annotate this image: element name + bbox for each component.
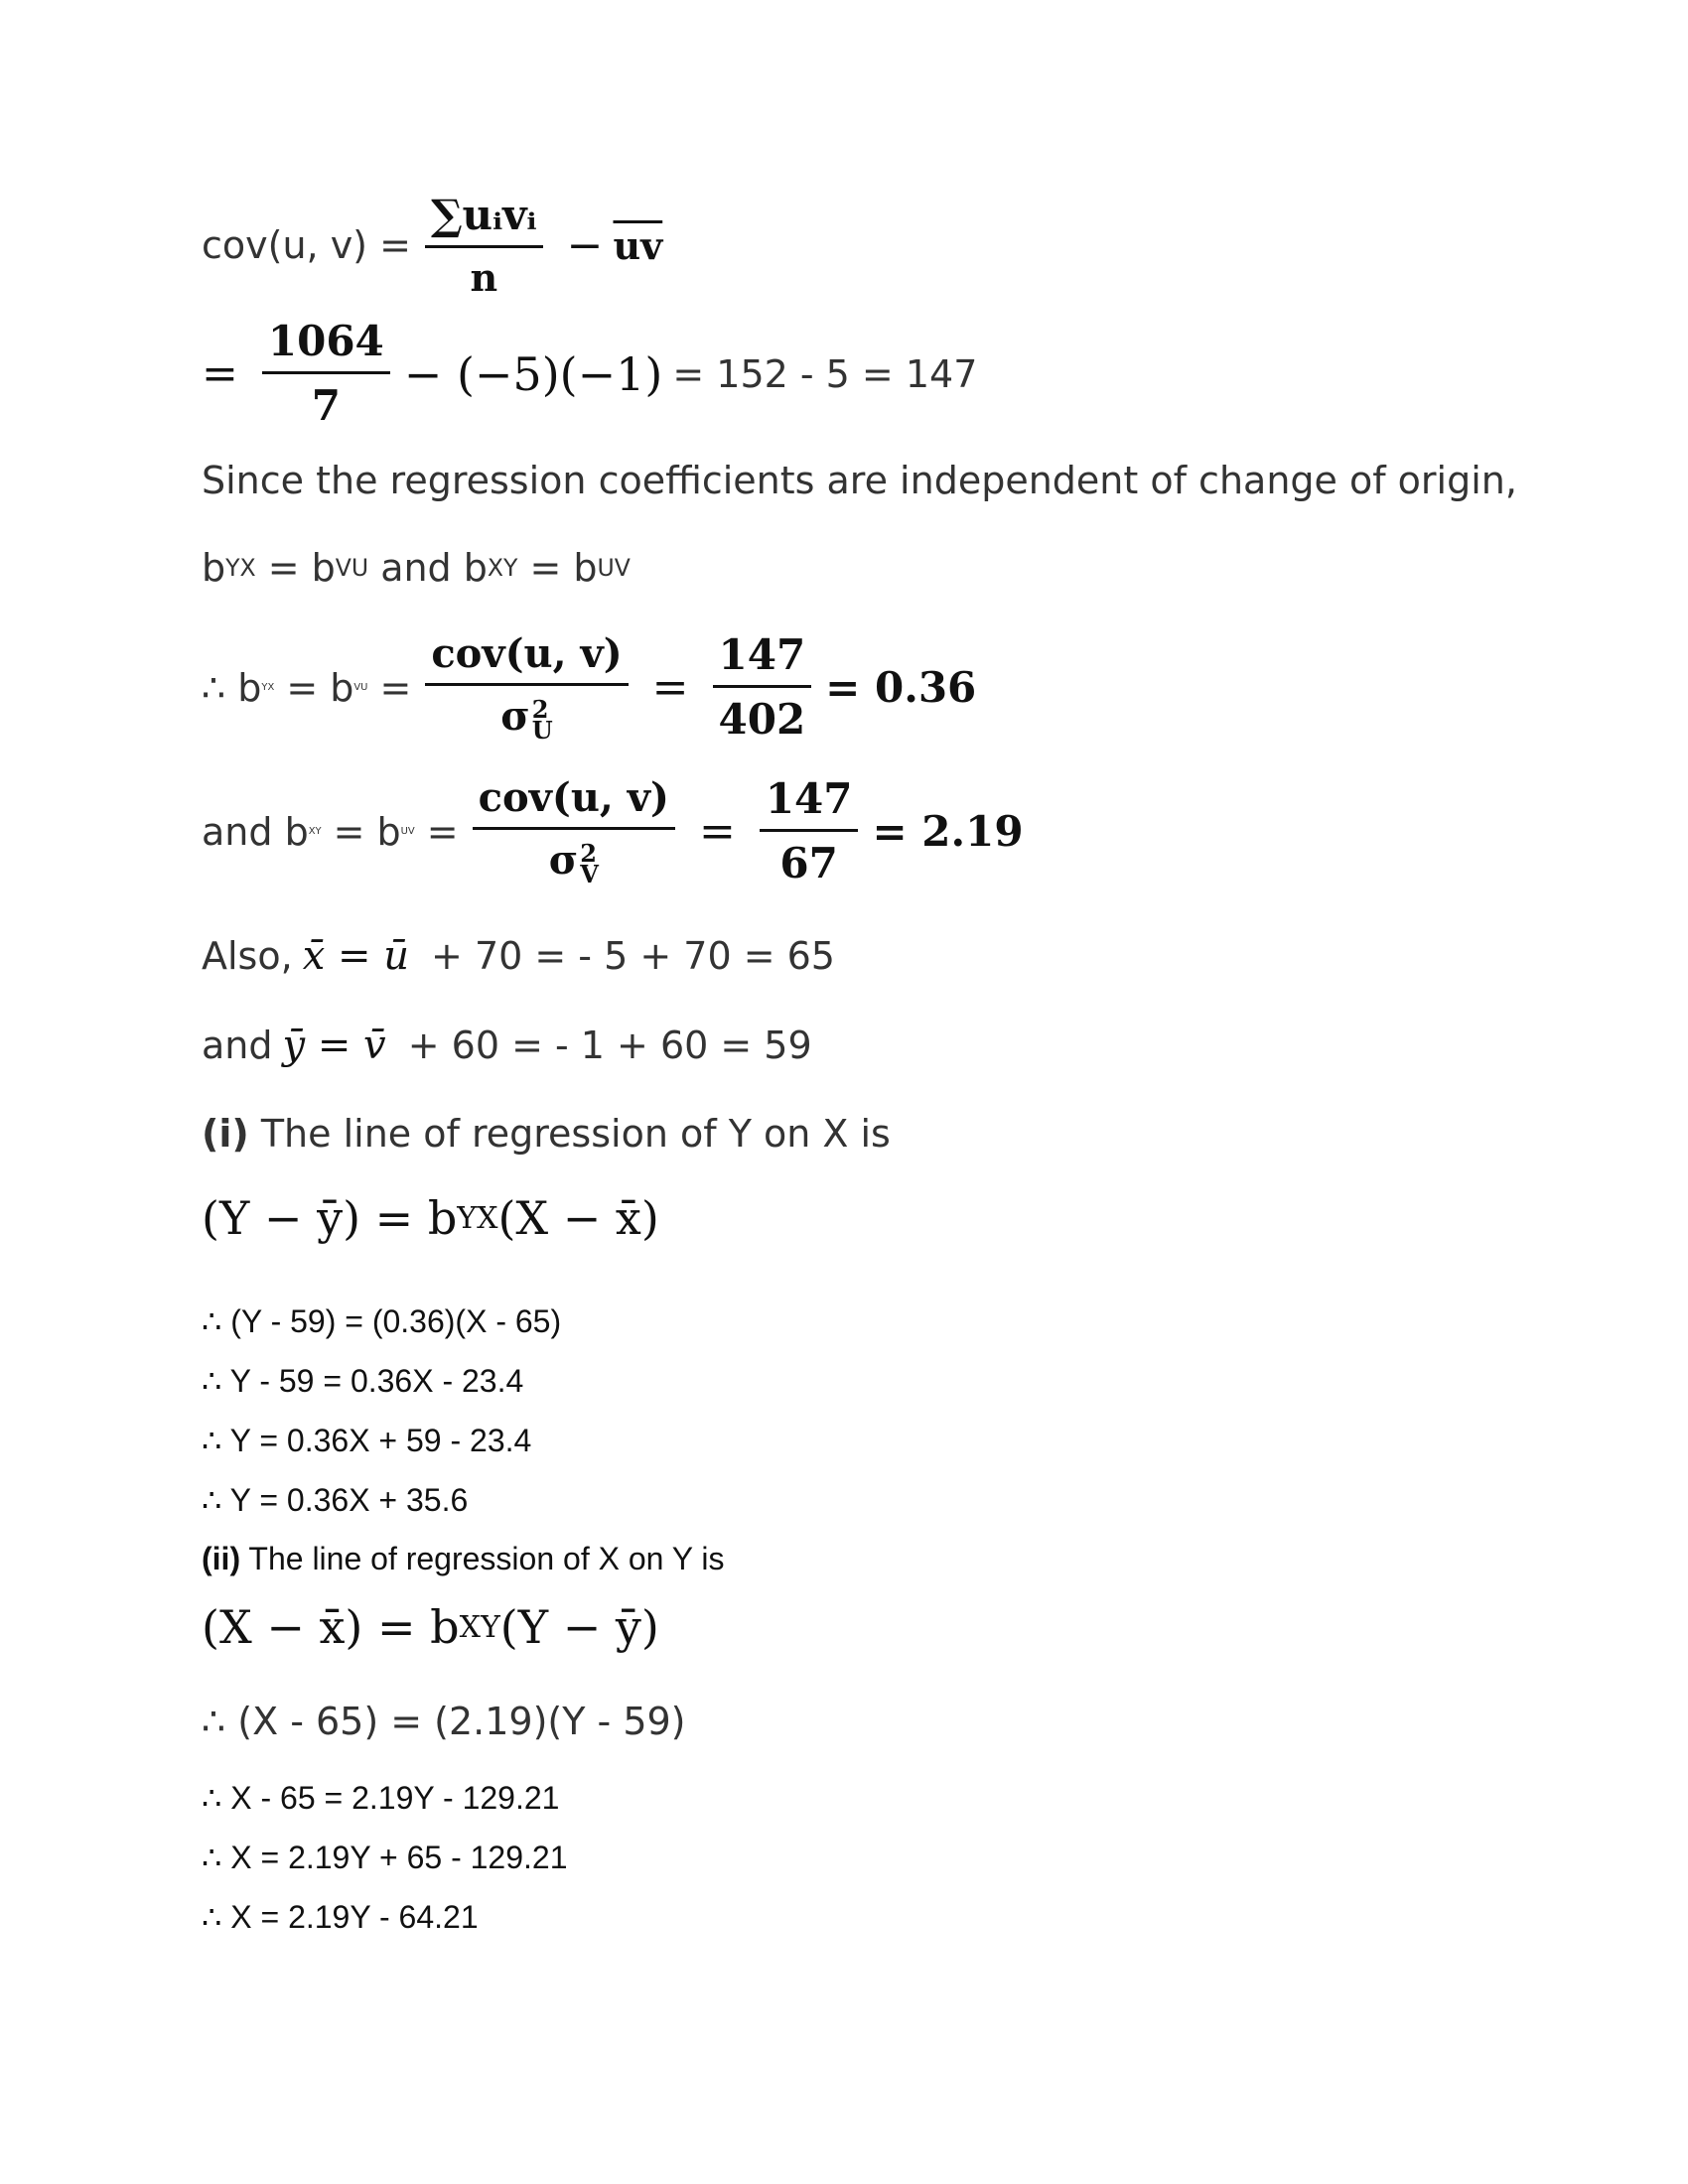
- bxy-numerator: 147: [765, 774, 853, 823]
- cov-numerator: cov(u, v): [431, 630, 623, 678]
- subscript-xy: XY: [487, 554, 518, 582]
- minus-sign: −: [566, 219, 604, 271]
- subscript-yx: YX: [225, 554, 256, 582]
- part-ii-text: The line of regression of X on Y is: [240, 1541, 725, 1576]
- step-i-1: ∴ (Y - 59) = (0.36)(X - 65): [202, 1303, 562, 1339]
- sigma-scripts: [580, 838, 599, 889]
- byx-numerator: 147: [718, 630, 806, 679]
- and-label: and: [202, 1024, 273, 1067]
- sigma-symbol: σ: [548, 837, 579, 885]
- cov-numerator: ∑uᵢvᵢ: [430, 191, 537, 239]
- bxy-value-fraction: [760, 774, 859, 888]
- cov-over-variance-v: [473, 774, 675, 889]
- superscript-2: 2: [580, 838, 597, 868]
- equals-sign: =: [202, 348, 238, 400]
- variance-u: [494, 693, 558, 746]
- coefficient-relation: [202, 546, 631, 590]
- fraction-bar: [425, 245, 543, 248]
- and-b: and b: [202, 809, 309, 854]
- also-label: Also,: [202, 934, 293, 978]
- cov-definition: [202, 191, 663, 301]
- equals-sign: =: [414, 809, 459, 854]
- variance-v: [543, 837, 605, 889]
- step-ii-2: ∴ X - 65 = 2.19Y - 129.21: [202, 1780, 560, 1816]
- part-i-text: The line of regression of Y on X is: [248, 1112, 891, 1156]
- step-ii-4: ∴ X = 2.19Y - 64.21: [202, 1899, 479, 1935]
- step-ii-1: ∴ (X - 65) = (2.19)(Y - 59): [202, 1700, 686, 1743]
- step-i-4: ∴ Y = 0.36X + 35.6: [202, 1482, 469, 1518]
- cov-fraction: [425, 191, 543, 301]
- cov-over-variance-u: [425, 630, 628, 746]
- subscript-vu: VU: [335, 554, 369, 582]
- equals-sign: =: [698, 806, 736, 858]
- equals-b: = b: [274, 665, 354, 710]
- sigma-scripts: [531, 694, 553, 746]
- mean-x-math: x̄ = ū: [302, 933, 409, 979]
- subscript-v: V: [580, 860, 599, 889]
- part-ii-heading: [202, 1541, 725, 1577]
- regression-x-on-y-equation: [202, 1600, 659, 1654]
- subscript-xy: XY: [459, 1609, 500, 1645]
- equals-sign: =: [651, 662, 689, 714]
- since-statement: Since the regression coefficients are independent of change of origin,: [202, 459, 1517, 502]
- part-i-marker: (i): [202, 1112, 249, 1156]
- cov-numerator: cov(u, v): [478, 774, 669, 822]
- subscript-yx: YX: [457, 1200, 498, 1236]
- cov-eval-math: − (−5)(−1): [403, 346, 663, 401]
- equals-b: = b: [255, 546, 336, 590]
- subscript-u: U: [531, 716, 553, 746]
- equals-sign: =: [367, 665, 412, 710]
- eq-ii-right: (Y − ȳ): [499, 1600, 659, 1654]
- and-b: and b: [368, 546, 488, 590]
- superscript-2: 2: [531, 694, 549, 724]
- mean-y-math: ȳ = v̄: [282, 1023, 386, 1068]
- bxy-result: = 2.19: [872, 807, 1024, 857]
- byx-result: = 0.36: [825, 663, 977, 713]
- fraction-bar: [262, 371, 390, 374]
- byx-calculation: [202, 630, 977, 746]
- therefore-b: ∴ b: [202, 665, 262, 710]
- sigma-symbol: σ: [500, 693, 530, 741]
- cov-denominator: n: [470, 255, 498, 301]
- cov-eval-denominator: 7: [311, 381, 341, 431]
- cov-eval-result: = 152 - 5 = 147: [672, 351, 978, 396]
- mean-y-value: + 60 = - 1 + 60 = 59: [395, 1024, 812, 1067]
- byx-value-fraction: [713, 630, 812, 745]
- cov-evaluation: [202, 317, 978, 431]
- eq-i-right: (X − x̄): [497, 1191, 659, 1245]
- subscript-yx: YX: [261, 682, 275, 694]
- mean-x-line: [202, 933, 835, 979]
- equals-b: = b: [517, 546, 598, 590]
- cov-eval-fraction: [262, 317, 390, 431]
- cov-lhs: cov(u, v) =: [202, 223, 411, 268]
- part-i-heading: [202, 1112, 891, 1156]
- fraction-bar: [713, 685, 812, 688]
- equals-b: = b: [321, 809, 401, 854]
- subscript-xy: XY: [308, 826, 322, 838]
- step-i-2: ∴ Y - 59 = 0.36X - 23.4: [202, 1363, 524, 1399]
- subscript-uv: UV: [597, 554, 631, 582]
- eq-i-left: (Y − ȳ) = b: [202, 1191, 458, 1245]
- mean-product: $\overline{uv}$: [613, 222, 663, 268]
- mean-x-value: + 70 = - 5 + 70 = 65: [418, 934, 835, 978]
- fraction-bar: [425, 683, 628, 686]
- eq-ii-left: (X − x̄) = b: [202, 1600, 460, 1654]
- subscript-vu: VU: [353, 682, 368, 694]
- subscript-uv: UV: [400, 826, 415, 838]
- bxy-calculation: [202, 774, 1024, 889]
- step-i-3: ∴ Y = 0.36X + 59 - 23.4: [202, 1423, 532, 1458]
- fraction-bar: [760, 829, 859, 832]
- regression-y-on-x-equation: [202, 1191, 659, 1245]
- mean-y-line: [202, 1023, 812, 1068]
- byx-denominator: 402: [718, 695, 806, 745]
- bxy-denominator: 67: [779, 839, 838, 888]
- cov-eval-numerator: 1064: [267, 317, 384, 365]
- fraction-bar: [473, 827, 675, 830]
- step-ii-3: ∴ X = 2.19Y + 65 - 129.21: [202, 1840, 568, 1875]
- b-symbol: b: [202, 546, 226, 590]
- part-ii-marker: (ii): [202, 1541, 241, 1576]
